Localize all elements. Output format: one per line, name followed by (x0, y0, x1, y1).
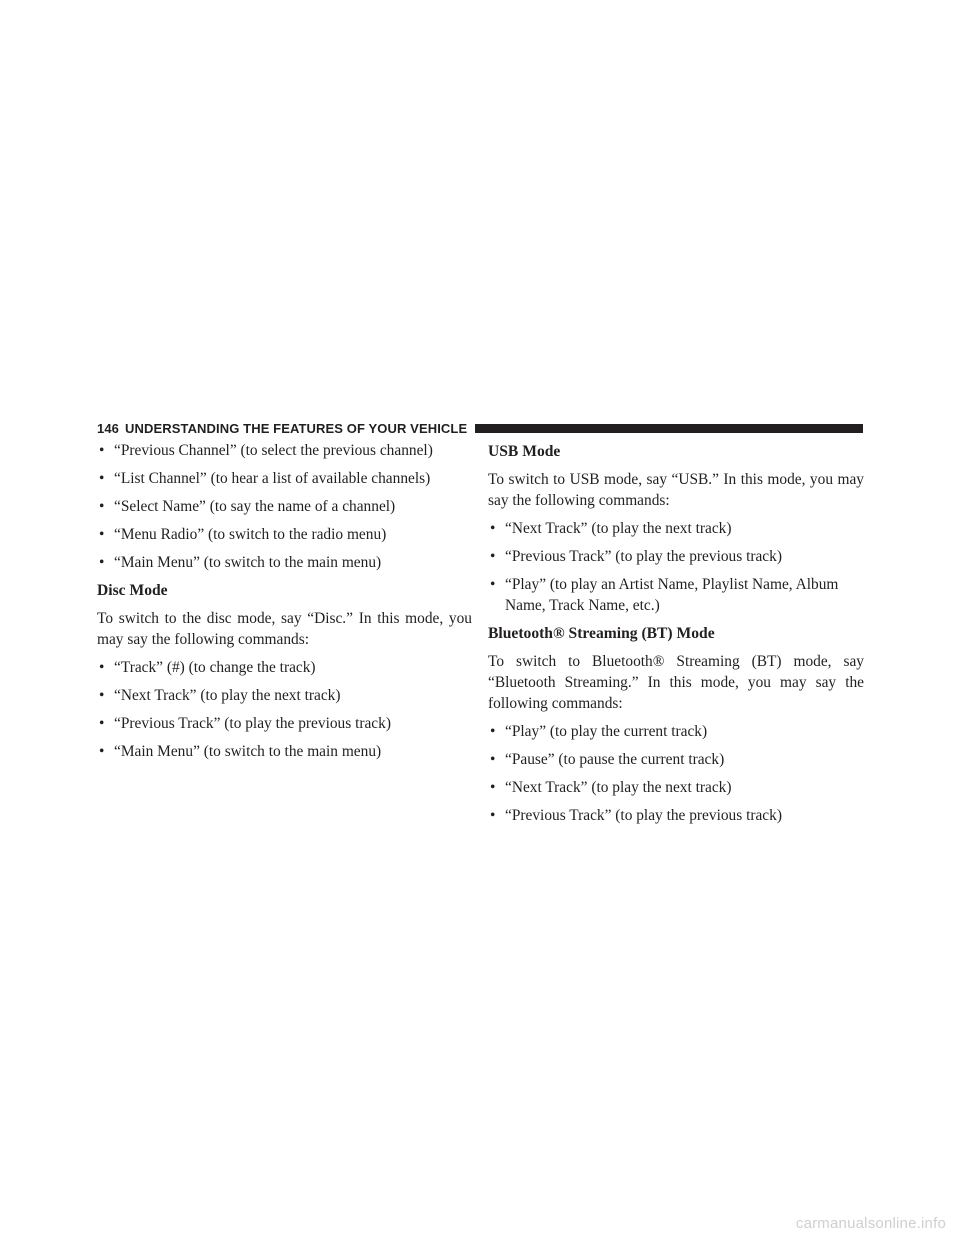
bullet-icon: • (99, 470, 105, 487)
list-item: • “Track” (#) (to change the track) (99, 659, 316, 676)
list-item: • “List Channel” (to hear a list of available channels) (99, 470, 431, 487)
list-item: • “Main Menu” (to switch to the main menu) (99, 743, 382, 760)
header-rule (475, 424, 863, 433)
list-item: • “Play” (to play the current track) (490, 723, 708, 740)
usb-mode-paragraph: To switch to USB mode, say “USB.” In this mode, you may say the following commands: (488, 471, 864, 509)
left-column (97, 440, 472, 769)
list-item: • “Previous Track” (to play the previous track) (490, 548, 782, 565)
list-item: • “Previous Channel” (to select the previous channel) (99, 442, 433, 459)
bullet-icon: • (490, 779, 496, 796)
bullet-icon: • (490, 807, 496, 824)
list-item: • “Menu Radio” (to switch to the radio menu) (99, 526, 387, 543)
list-item: • “Next Track” (to play the next track) (490, 779, 732, 796)
bt-mode-paragraph: To switch to Bluetooth® Streaming (BT) mode, say “Bluetooth Streaming.” In this mode, you may say the following commands: (488, 653, 864, 712)
bullet-icon: • (490, 723, 496, 740)
list-item: • “Select Name” (to say the name of a channel) (99, 498, 396, 515)
bullet-icon: • (99, 743, 105, 760)
list-item: • “Previous Track” (to play the previous track) (99, 715, 391, 732)
bullet-icon: • (99, 498, 105, 515)
disc-mode-paragraph: To switch to the disc mode, say “Disc.” In this mode, you may say the following commands: (97, 610, 472, 648)
bullet-icon: • (490, 751, 496, 768)
list-item: • “Pause” (to pause the current track) (490, 751, 725, 768)
disc-mode-heading: Disc Mode (97, 582, 168, 599)
bt-mode-heading: Bluetooth® Streaming (BT) Mode (488, 625, 715, 642)
bullet-icon: • (99, 554, 105, 571)
bullet-icon: • (490, 548, 496, 565)
bullet-icon: • (490, 576, 496, 593)
list-item: • “Next Track” (to play the next track) (99, 687, 341, 704)
watermark: carmanualsonline.info (795, 1215, 946, 1232)
bullet-icon: • (99, 659, 105, 676)
page-header (97, 418, 863, 438)
bullet-icon: • (99, 442, 105, 459)
list-item: • “Play” (to play an Artist Name, Playlist Name, Album Name, Track Name, etc.) (490, 576, 839, 614)
bullet-icon: • (490, 520, 496, 537)
list-item: • “Previous Track” (to play the previous track) (490, 807, 782, 824)
usb-mode-heading: USB Mode (488, 443, 561, 460)
list-item: • “Main Menu” (to switch to the main menu) (99, 554, 382, 571)
page-number: 146 (97, 420, 119, 436)
list-item: • “Next Track” (to play the next track) (490, 520, 732, 537)
bullet-icon: • (99, 715, 105, 732)
bullet-icon: • (99, 687, 105, 704)
right-column (488, 440, 864, 833)
section-title: UNDERSTANDING THE FEATURES OF YOUR VEHICLE (125, 420, 468, 436)
bullet-icon: • (99, 526, 105, 543)
